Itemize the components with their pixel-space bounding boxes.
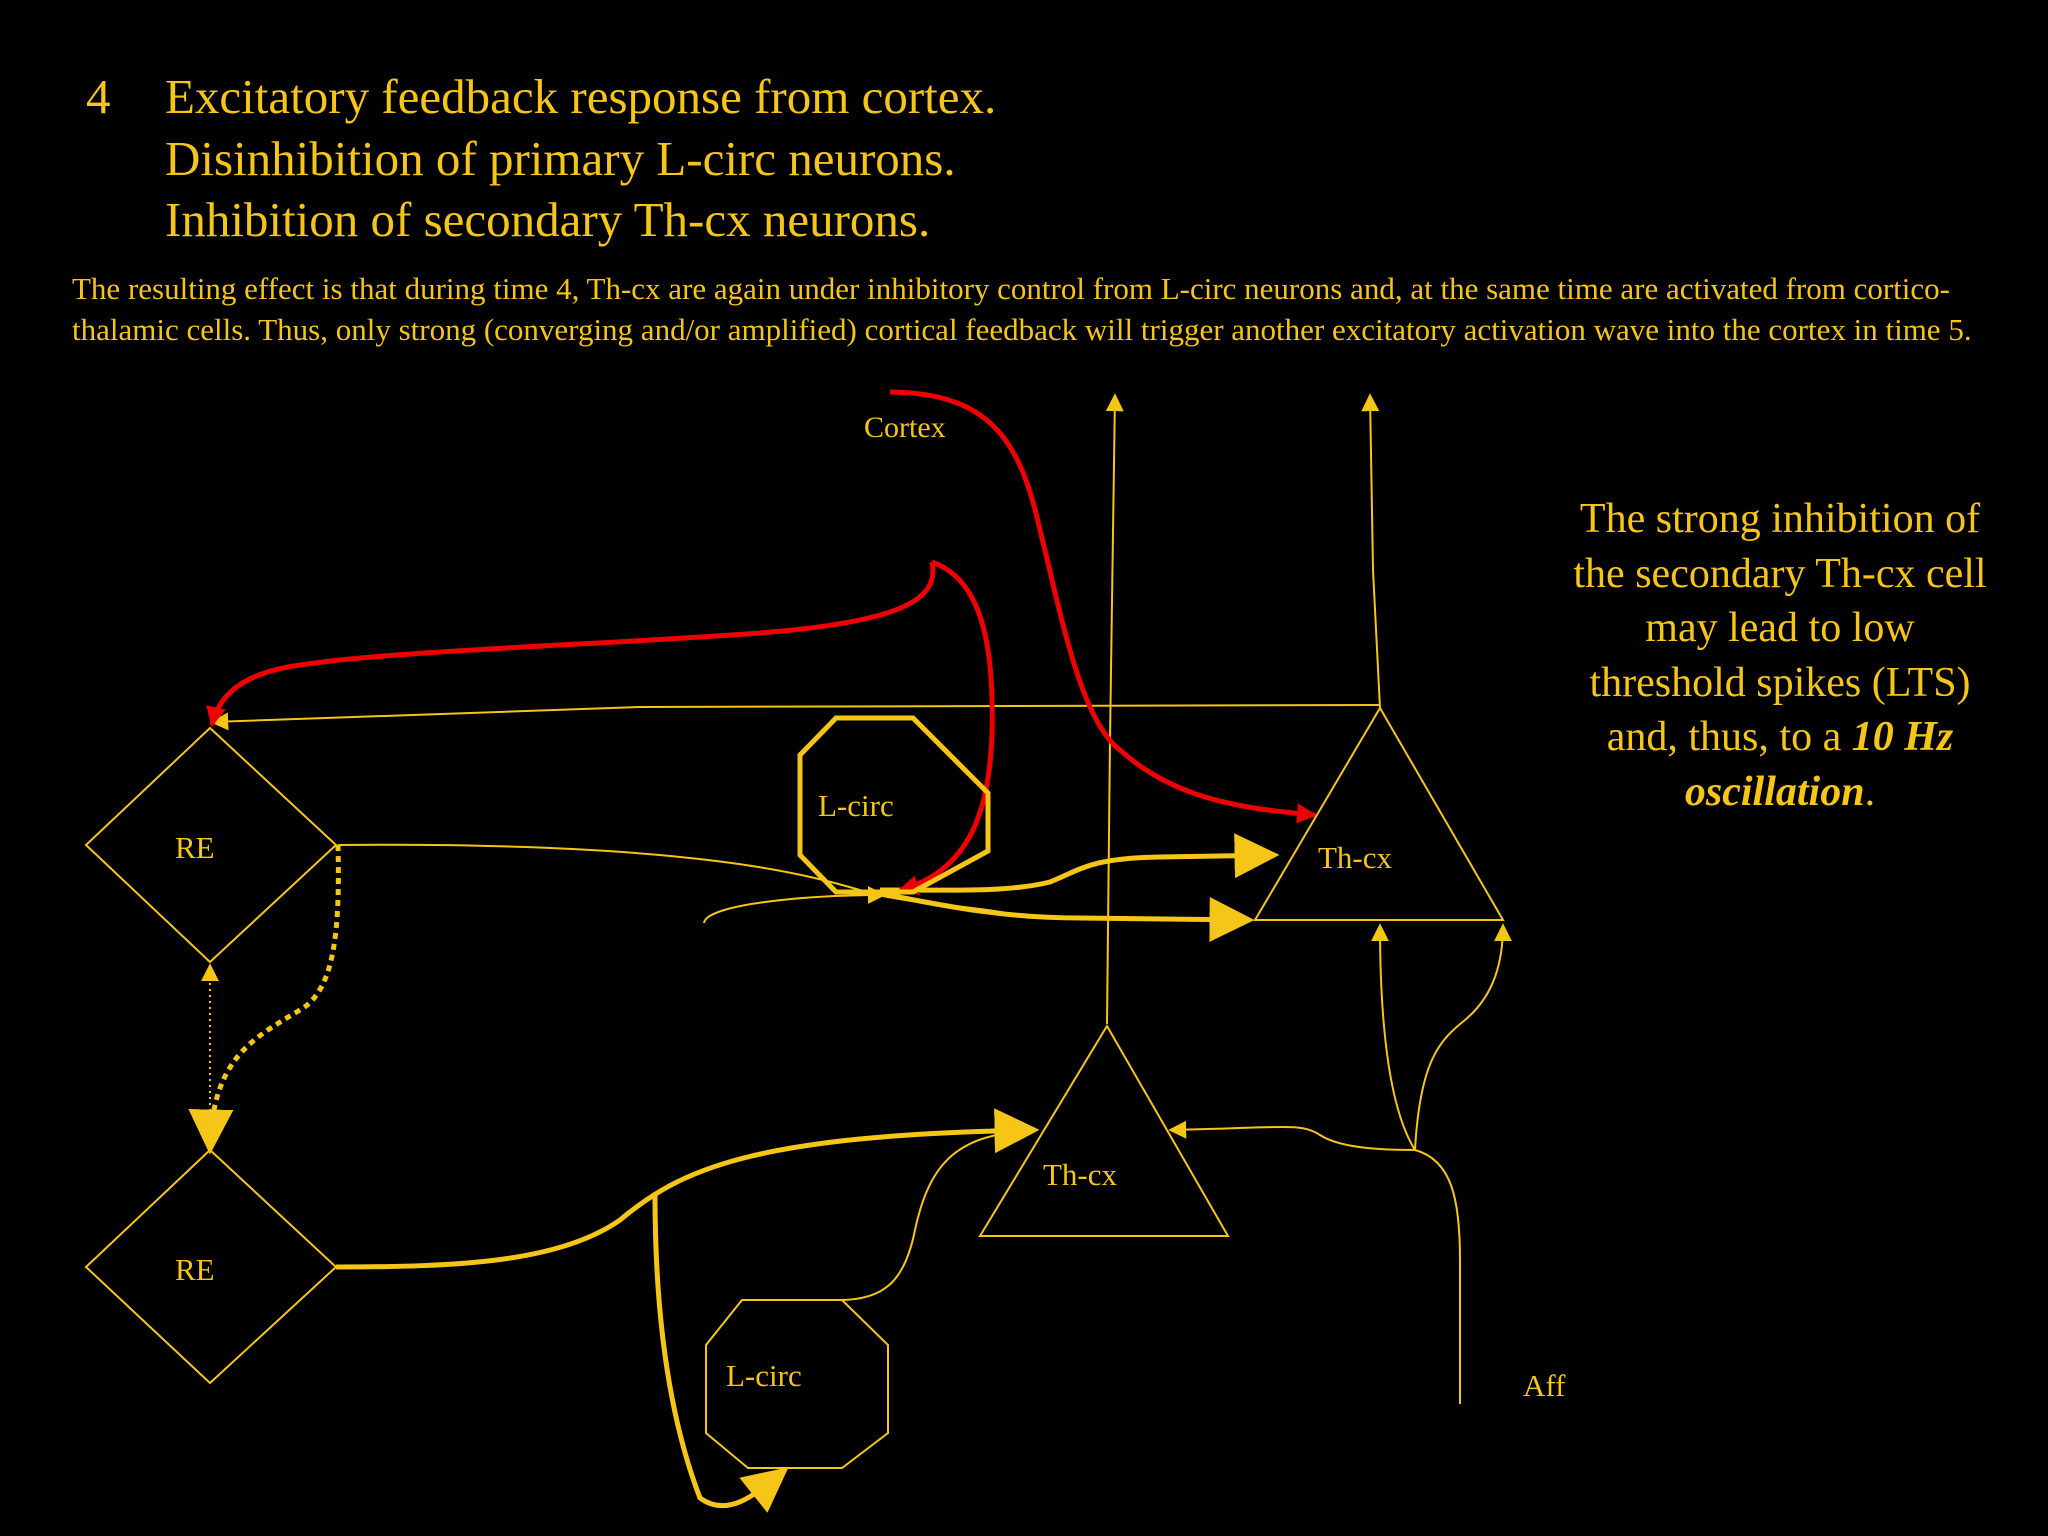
label-thcx-right: Th-cx: [1318, 840, 1393, 875]
step-number: 4: [86, 69, 111, 124]
collateral-thcx-to-re-top: [212, 705, 1380, 722]
axon-thcx-right-up: [1370, 395, 1380, 708]
lcirc-bottom-to-thcx: [840, 1131, 1035, 1300]
label-re-top: RE: [175, 830, 215, 865]
label-cortex: Cortex: [864, 411, 946, 444]
re-bottom-to-lcirc-bottom: [655, 1195, 785, 1506]
label-lcirc-top: L-circ: [818, 788, 894, 823]
afferent-to-thcx-right-a: [1380, 925, 1415, 1150]
axon-thcx-center-up: [1107, 395, 1115, 1024]
lcirc-top-to-thcx-lower: [878, 893, 1250, 920]
label-aff: Aff: [1523, 1368, 1566, 1403]
cell-labels: [175, 411, 1566, 1403]
excitatory-feedback: [212, 392, 1315, 890]
cortex-feedback-to-lcirc-top: [900, 562, 992, 890]
re-bottom-output: [336, 1130, 1035, 1267]
label-lcirc-bottom: L-circ: [726, 1358, 802, 1393]
cortex-feedback-to-re-top: [212, 562, 933, 725]
afferent-to-thcx-right-b: [1415, 925, 1503, 1150]
description-text: The resulting effect is that during time 4, Th-cx are again under inhibitory control from L-circ neurons and, at the same time are activated from cortico-thalamic cells. Thus, only strong (converging and/or amplified) cortical feedback will trigger another excitatory activation wave into the cortex in time 5.: [72, 271, 1972, 347]
side-note-end: .: [1864, 768, 1876, 815]
heading-line-3: Inhibition of secondary Th-cx neurons.: [165, 192, 931, 247]
side-note-text: The strong inhibition of the secondary Th-cx cell may lead to low threshold spikes (LTS) and, thus, to a: [1573, 496, 1987, 760]
cells: [86, 708, 1503, 1468]
heading-line-2: Disinhibition of primary L-circ neurons.: [165, 131, 956, 186]
re-interlink-dotted: [210, 845, 338, 1150]
afferent-to-thcx-center: [1170, 1127, 1415, 1150]
cortex-feedback-to-thcx-right: [890, 392, 1315, 815]
thin-pathways: [210, 0, 1503, 1404]
label-re-bottom: RE: [175, 1252, 215, 1287]
side-note: [1570, 492, 1990, 819]
input-to-lcirc-top: [704, 895, 884, 923]
heading-line-1: Excitatory feedback response from cortex.: [165, 69, 997, 124]
label-thcx-center: Th-cx: [1043, 1157, 1118, 1192]
side-note-emphasis: 10 Hz oscillation: [1684, 714, 1954, 815]
afferent-trunk: [1415, 1150, 1460, 1404]
